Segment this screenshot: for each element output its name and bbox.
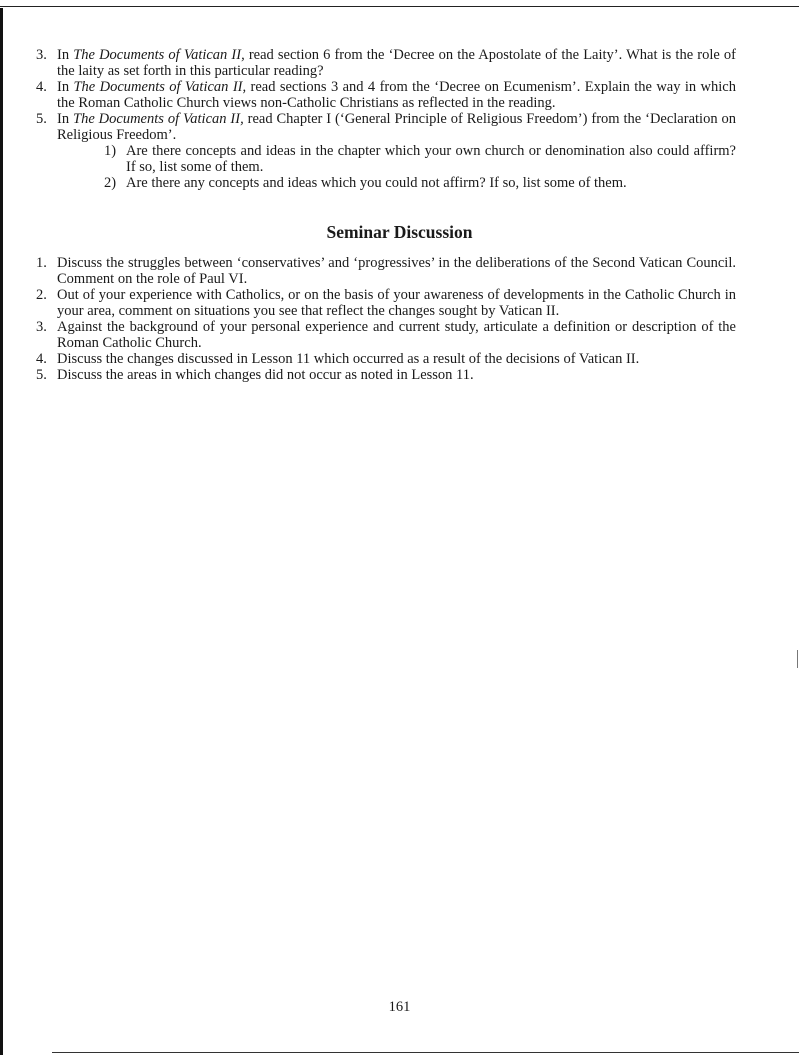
scan-bottom-edge [52,1052,799,1053]
seminar-item-1 [36,255,736,287]
sub-item-text: Are there any concepts and ideas which you could not affirm? If so, list some of them. [126,175,627,191]
item-number: 3. [36,319,47,335]
item-text-prefix: In [57,79,74,95]
item-number: 3. [36,47,47,63]
sub-question-1 [104,143,736,175]
item-number: 5. [36,111,47,127]
item-number: 1. [36,255,47,271]
sub-item-number: 2) [104,175,117,191]
assignment-item-3 [36,47,736,79]
item-text: Discuss the areas in which changes did not occur as noted in Lesson 11. [57,367,474,383]
item-text-prefix: In [57,47,74,63]
seminar-item-2 [36,287,736,319]
item-text: Out of your experience with Catholics, or on the basis of your awareness of developments in the Catholic Church in your area, comment on situations you see that reflect the changes sought by Vatican II. [57,287,736,319]
item-number: 4. [36,79,47,95]
item-text-prefix: In [57,111,73,127]
sub-item-text: Are there concepts and ideas in the chapter which your own church or denomination also could affirm? If so, list some of them. [126,143,736,175]
seminar-item-3 [36,319,736,351]
sub-item-number: 1) [104,143,117,159]
item-number: 5. [36,367,47,383]
scan-right-mark [797,650,798,668]
item-text: read Chapter I (‘General Principle of Religious Freedom’) from the ‘Declaration on Religious Freedom’. [57,111,736,143]
book-title: The Documents of Vatican II, [73,111,244,127]
item-text: read section 6 from the ‘Decree on the Apostolate of the Laity’. What is the role of the laity as set forth in this particular reading? [57,47,736,79]
assignment-item-4 [36,79,736,111]
book-title: The Documents of Vatican II, [73,79,247,95]
assignment-list [36,47,736,191]
item-text: Against the background of your personal experience and current study, articulate a definition or description of the Roman Catholic Church. [57,319,736,351]
seminar-item-5 [36,367,736,383]
book-title: The Documents of Vatican II, [73,47,245,63]
assignment-item-5 [36,111,736,191]
section-heading: Seminar Discussion [326,222,473,242]
item-number: 4. [36,351,47,367]
sub-question-2 [104,175,736,191]
scan-top-edge [0,6,799,7]
item-number: 2. [36,287,47,303]
page-number: 161 [388,999,411,1015]
item-text: read sections 3 and 4 from the ‘Decree on Ecumenism’. Explain the way in which the Roman Catholic Church views non-Catholic Christians as reflected in the reading. [57,79,736,111]
seminar-item-4 [36,351,736,367]
scan-left-edge [0,8,3,1055]
assignment-sublist [57,143,736,191]
seminar-list [36,255,736,383]
item-text: Discuss the struggles between ‘conservatives’ and ‘progressives’ in the deliberations of the Second Vatican Council. Comment on the role of Paul VI. [57,255,736,287]
item-text: Discuss the changes discussed in Lesson 11 which occurred as a result of the decisions of Vatican II. [57,351,640,367]
